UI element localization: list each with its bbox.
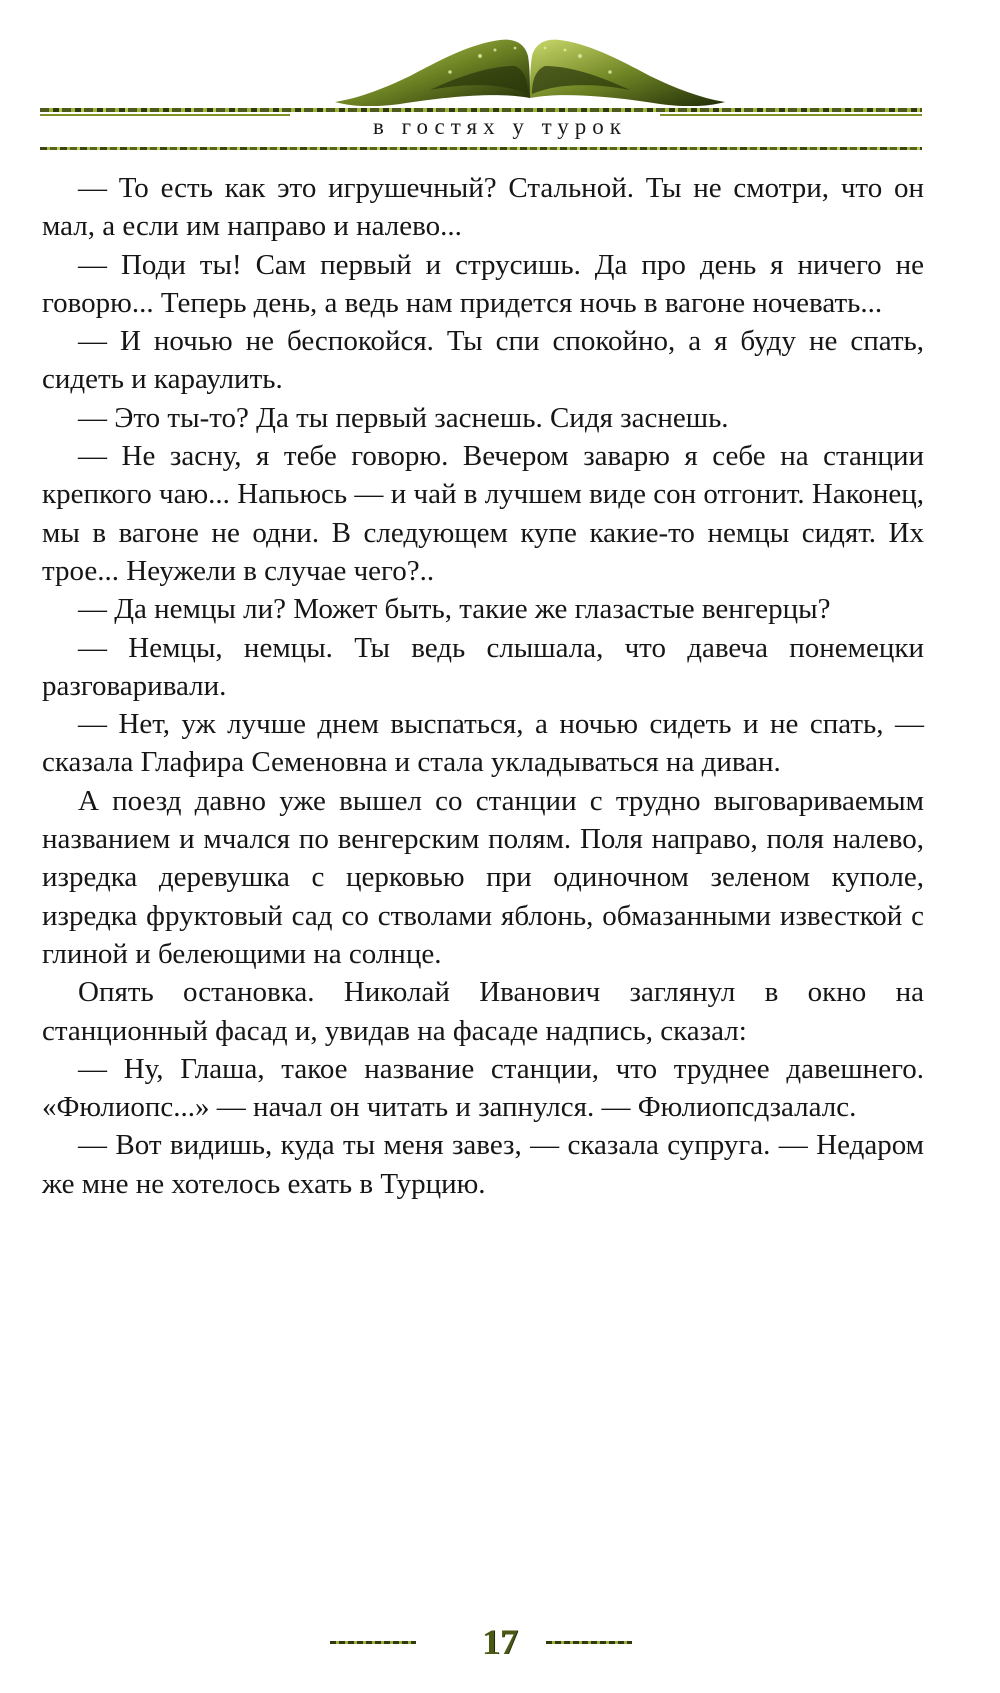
paragraph: — Да немцы ли? Может быть, такие же глазастые венгерцы?: [78, 593, 831, 626]
paragraph: — Поди ты! Сам первый и струсишь. Да про день я ничего не говорю... Теперь день, а ведь нам придется ночь в вагоне ночевать...: [42, 248, 924, 319]
laurel-wings-ornament-icon: [330, 26, 730, 106]
header-rule-bottom: [40, 147, 922, 150]
folio-rule-right: [546, 1641, 632, 1644]
running-title: в гостях у турок: [372, 114, 627, 139]
paragraph: — Не засну, я тебе говорю. Вечером заварю я себе на станции крепкого чаю... Напьюсь — и чай в лучшем виде сон отгонит. Наконец, мы в вагоне не одни. В следующем купе какие-то немцы сидят. Их трое... Неужели в случае чего?..: [42, 440, 924, 587]
paragraph: Опять остановка. Николай Иванович заглянул в окно на станционный фасад и, увидав на фасаде надпись, сказал:: [42, 976, 924, 1047]
paragraph: — Нет, уж лучше днем выспаться, а ночью сидеть и не спать, — сказала Глафира Семеновна и стала укладываться на диван.: [42, 708, 924, 779]
paragraph: — Немцы, немцы. Ты ведь слышала, что давеча понемецки разговаривали.: [42, 631, 924, 702]
paragraph: А поезд давно уже вышел со станции с трудно выговариваемым названием и мчался по венгерским полям. Поля направо, поля налево, изредка деревушка с церковью при одиночном зеленом куполе, изредка фруктовый сад со стволами яблонь, обмазанными известкой с глиной и белеющими на солнце.: [42, 784, 924, 970]
body-text: [42, 169, 924, 1203]
paragraph: — Вот видишь, куда ты меня завез, — сказала супруга. — Недаром же мне не хотелось ехать в Турцию.: [42, 1129, 924, 1200]
paragraph: — Ну, Глаша, такое название станции, что труднее давешнего. «Фюлиопс...» — начал он читать и запнулся. — Фюлиопсдзалалс.: [42, 1052, 924, 1124]
paragraph: — Это ты-то? Да ты первый заснешь. Сидя заснешь.: [78, 401, 729, 434]
page-footer: [0, 1622, 1000, 1662]
paragraph: — И ночью не беспокойся. Ты спи спокойно, а я буду не спать, сидеть и караулить.: [42, 325, 924, 396]
paragraph: — То есть как это игрушечный? Стальной. Ты не смотри, что он мал, а если им направо и налево...: [42, 172, 924, 243]
page-number: 17: [482, 1622, 518, 1662]
